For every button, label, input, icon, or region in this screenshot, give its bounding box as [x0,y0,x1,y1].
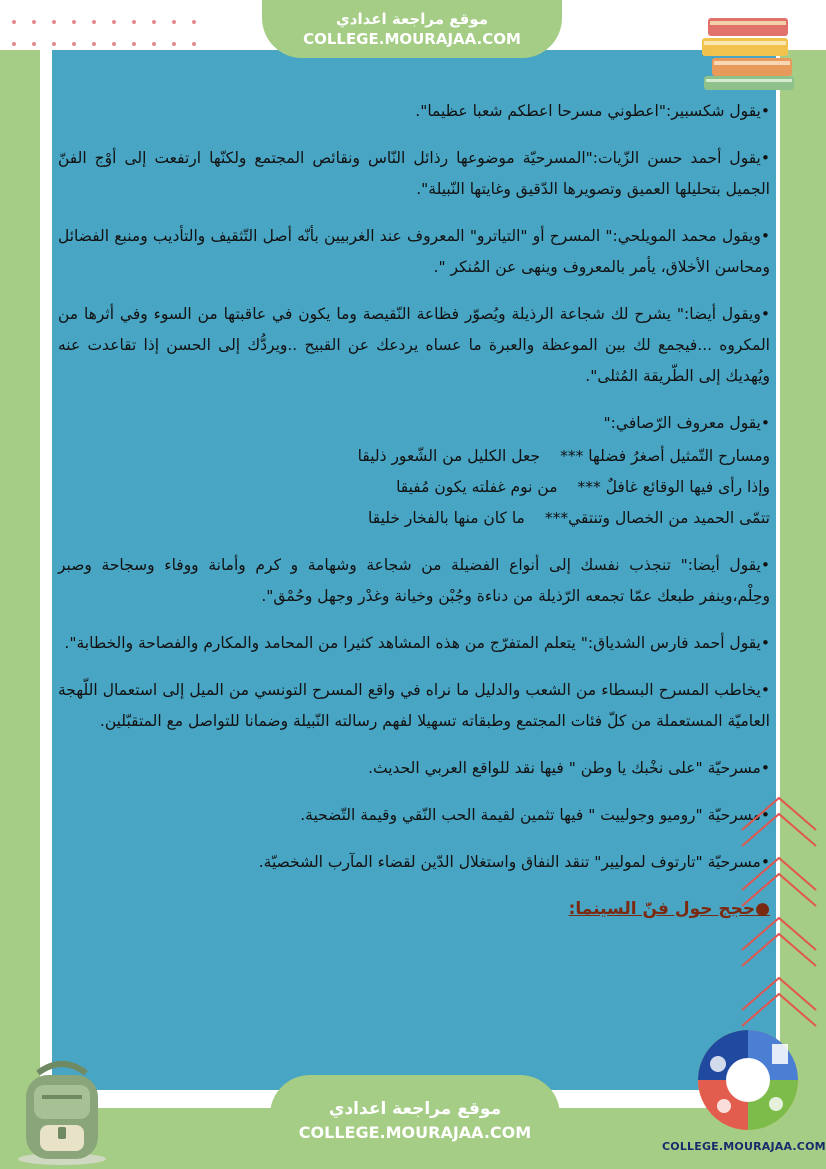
quote-rusafi-2: •يقول أيضا:" تنجذب نفسك إلى أنواع الفضيلة من شجاعة وشهامة و كرم وأمانة ووفاء وسجاحة وصبر وحِلْم،وينفر طبعك عمّا تجمعه الرّذيلة من دناءة وجُبْن وخيانة وغدْر وجهل وحُمْق". [58,556,770,605]
poem-line [58,472,770,503]
header-site-name: موقع مراجعة اعدادي [336,10,488,28]
play-example-1: •مسرحيّة "على نخْبك يا وطن " فيها نقد للواقع العربي الحديث. [368,759,770,777]
footer-site-url[interactable]: COLLEGE.MOURAJAA.COM [298,1123,532,1142]
poem-hemistich: وإذا رأى فيها الوقائع غافلٌ *** [577,478,770,496]
cinema-heading: ●حجج حول فنّ السينما: [568,899,770,919]
header-site-url[interactable]: COLLEGE.MOURAJAA.COM [303,30,521,48]
poem-hemistich: جعل الكليل من الشّعور ذليقا [357,447,541,465]
poem-hemistich: تتمّى الحميد من الخصال وتنتقي*** [544,509,770,527]
poem-line [58,441,770,472]
poem-line [58,503,770,534]
rusafi-poem [58,441,770,534]
document-body [58,96,770,941]
books-icon [694,10,804,96]
play-example-3: •مسرحيّة "تارتوف لموليير" تنقد النفاق واستغلال الدّين لقضاء المآرب الشخصيّة. [258,853,770,871]
quote-muwaylihi-2: •ويقول أيضا:" يشرح لك شجاعة الرذيلة ويُصوّر فظاعة النّقيصة وما يكون في عاقبتها من السوء وفي أثرها من المكروه ...فيجمع لك بين الموعظة والعبرة ما عساه يردعك عن القبيح ..ويردُّك إلى الحسن إذا تقاعدت عنه ويُهديك إلى الطّريقة المُثلى". [58,305,770,385]
left-green-border [0,50,40,1110]
poem-hemistich: من نوم غفلته يكون مُفيقا [396,478,558,496]
backpack-icon [12,1055,112,1167]
poem-hemistich: ما كان منها بالفخار خليقا [368,509,525,527]
header-tab [262,0,562,58]
play-example-2: •مسرحيّة "روميو وجولييت " فيها تثمين لقيمة الحب النّقي وقيمة التّضحية. [300,806,770,824]
quote-zayyat: •يقول أحمد حسن الزّيات:"المسرحيّة موضوعها رذائل النّاس ونقائص المجتمع ولكنّها ارتفعت إلى أوْج الفنّ الجميل بتحليلها العميق وتصويرها الدّقيق وغايتها النّبيلة". [58,149,770,198]
tunisian-theatre-note: •يخاطب المسرح البسطاء من الشعب والدليل ما نراه في واقع المسرح التونسي من الميل إلى استعمال اللّهجة العاميّة المستعملة من كلّ فئات المجتمع وطبقاته تسهيلا لفهم رسالته النّبيلة وضمانا للتواصل مع المتقبّلين. [58,681,770,730]
footer-tab [270,1075,560,1169]
site-logo-icon [690,1020,820,1140]
quote-shakespeare: •يقول شكسبير:"اعطوني مسرحا اعطكم شعبا عظيما". [415,102,770,120]
quote-muwaylihi: •ويقول محمد المويلحي:" المسرح أو "التياترو" المعروف عند الغربيين بأنّه أصل التّثقيف والتأديب ومنبع الفضائل ومحاسن الأخلاق، يأمر بالمعروف وينهى عن المُنكر ". [58,227,770,276]
poem-hemistich: ومسارح التّمثيل أصغرُ فضلها *** [560,447,770,465]
logo-caption: COLLEGE.MOURAJAA.COM [662,1140,826,1153]
quote-rusafi-intro: •يقول معروف الرّصافي:" [603,414,770,432]
chevron-decoration-icon [734,790,824,1050]
quote-shidyaq: •يقول أحمد فارس الشدياق:" يتعلم المتفرّج من هذه المشاهد كثيرا من المحامد والمكارم والفصاحة والخطابة". [64,634,770,652]
footer-site-name: موقع مراجعة اعدادي [328,1099,502,1119]
